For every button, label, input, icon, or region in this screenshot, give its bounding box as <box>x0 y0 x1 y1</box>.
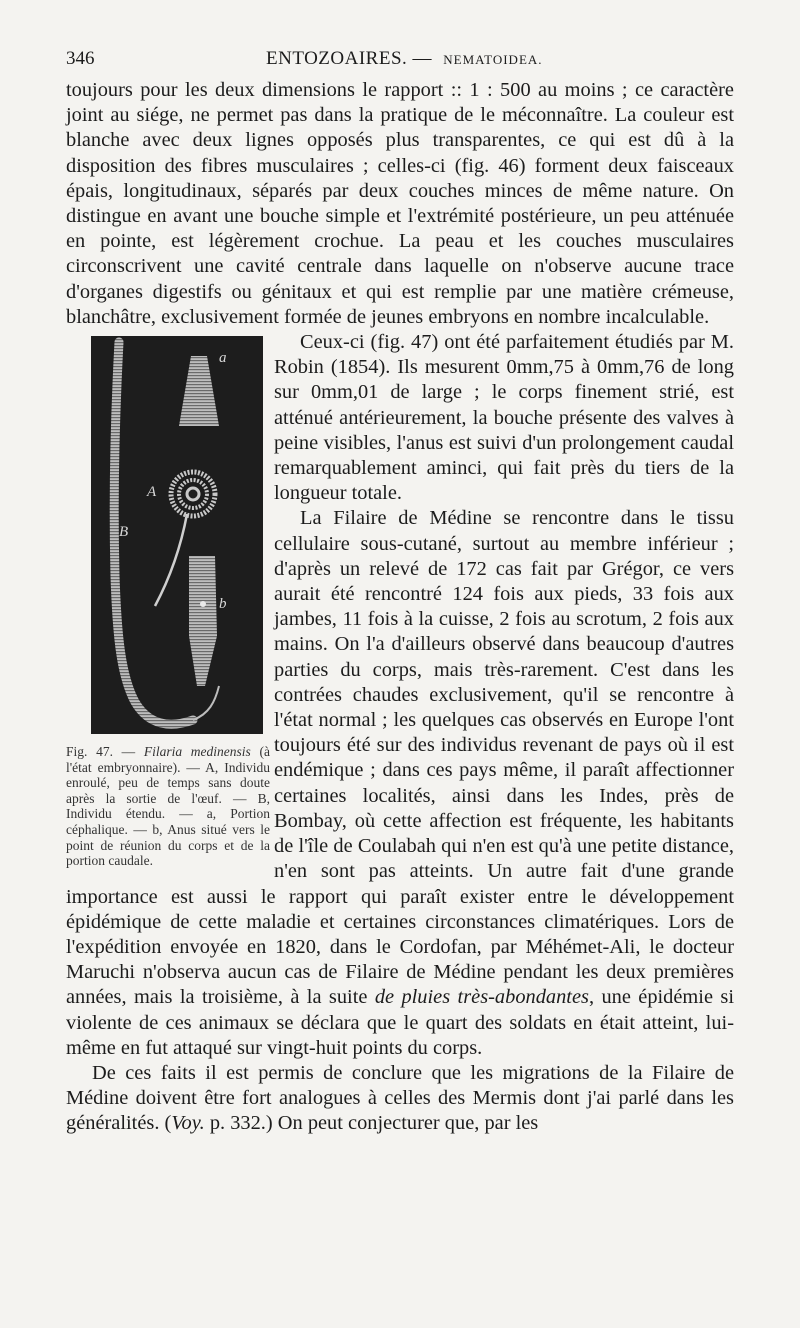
paragraph-1 <box>66 78 734 330</box>
paragraph-4 <box>66 1061 734 1137</box>
label-a: a <box>219 350 227 367</box>
paragraph-2-text: Ceux-ci (fig. 47) ont été parfaitement étudiés par M. Robin (1854). Ils mesurent 0mm,75 à 0mm,76 de long sur 0mm,01 de large ; le corps finement strié, est atténué antérieurement, la bouche présente des valves à peine visibles, l'anus est suivi d'un prolongement caudal remarquablement aminci, qui fait près du tiers de la longueur totale. <box>274 331 734 505</box>
label-B: B <box>119 524 129 541</box>
page <box>66 48 734 1137</box>
paragraph-4-text-b: p. 332.) On peut conjecturer que, par les <box>204 1112 539 1135</box>
figure-caption <box>66 744 270 869</box>
page-number: 346 <box>66 48 95 69</box>
label-A: A <box>147 484 157 501</box>
paragraph-1-text: toujours pour les deux dimensions le rapport :: 1 : 500 au moins ; ce caractère joint au siége, ne permet pas dans la pratique de le méconnaître. La couleur est blanche avec deux lignes opposés plus transparentes, ce qui est dû à la disposition des fibres musculaires ; celles-ci (fig. 46) forment deux faisceaux épais, longitudinaux, séparés par deux couches minces de même nature. On distingue en avant une bouche simple et l'extrémité postérieure, un peu atténuée en pointe, est légèrement crochue. La peau et les couches musculaires circonscrivent une cavité centrale dans laquelle on n'observe aucune trace d'organes digestifs ou génitaux et qui est remplie par une matière crémeuse, blanchâtre, exclusivement formée de jeunes embryons en nombre incalculable. <box>66 79 734 328</box>
running-title <box>266 48 543 70</box>
body-text <box>66 78 734 1137</box>
caption-label: Fig. 47. — <box>66 744 144 760</box>
running-title-dash: — <box>407 48 438 69</box>
figure-illustration <box>91 336 263 734</box>
paragraph-3-emphasis: de pluies très-abondantes <box>374 986 589 1009</box>
running-title-sub: NEMATOIDEA. <box>443 52 543 67</box>
paragraph-3-text-a: La Filaire de Médine se rencontre dans le tissu cellulaire sous-cutané, surtout au membre inférieur ; d'après un relevé de 172 cas fait par Grégor, ce vers aurait été rencontré 124 fois aux pieds, 33 fois aux jambes, 11 fois à la cuisse, 2 fois au scrotum, 2 fois aux mains. On l'a d'ailleurs observé dans beaucoup d'autres parties du corps, mais très-rarement. C'est dans les contrées chaudes exclusivement, qu'il se rencontre à l'état normal ; les quelques cas observés en Europe l'ont toujours été sur des individus revenant de pays où il est endémique ; dans ces pays même, il paraît affectionner certaines localités, ainsi dans les Indes, près de Bombay, où cette affection est fréquente, les habitants de l'île de Coulabah qui n'en est qu'à une petite distance, n'en sont pas atteints. Un autre fait d'une grande importance est aussi le rapport qui paraît exister entre le développement épidémique de cette maladie et certaines circonstances climatériques. Lors de l'expédition envoyée en 1820, dans le Cordofan, par Méhémet-Ali, le docteur Maruchi n'observa aucun cas de Filaire de Médine pendant les deux premières années, mais la troisième, à la suite <box>66 507 734 1009</box>
paragraph-4-text-a: De ces faits il est permis de conclure que les migrations de la Filaire de Médine doivent être fort analogues à celles des Mermis dont j'ai parlé dans les généralités. ( <box>66 1061 734 1135</box>
running-title-main: ENTOZOAIRES. <box>266 48 408 69</box>
caption-text: (à l'état embryonnaire). — A, Individu enroulé, peu de temps sans doute après la sortie de l'œuf. — B, Individu étendu. — a, Portion céphalique. — b, Anus situé vers le point de réunion du corps et de la portion caudale. <box>66 744 270 869</box>
caption-species: Filaria medinensis <box>143 744 251 760</box>
figure-47 <box>66 336 270 869</box>
running-header <box>66 48 734 78</box>
label-b: b <box>219 596 227 613</box>
figure-plate <box>91 336 263 734</box>
paragraph-4-emphasis: Voy. <box>171 1112 205 1135</box>
paragraph-3-text-b: , une épidémie si violente de ces animaux se déclara que le quart des soldats en était atteint, lui-même en fut attaqué sur vingt-huit points du corps. <box>66 986 735 1059</box>
